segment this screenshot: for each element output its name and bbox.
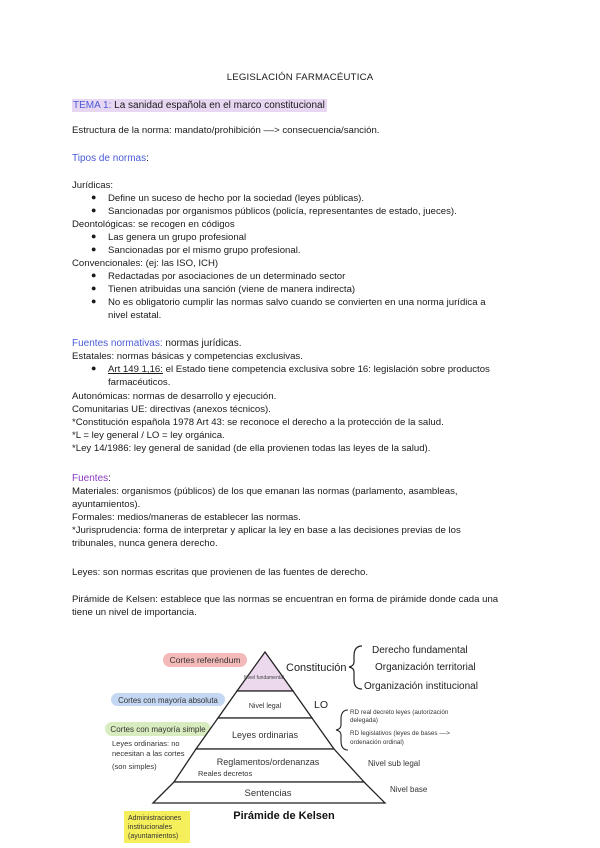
nivel-base-label: Nivel base [390, 785, 428, 794]
fuentes-normativas-heading [72, 337, 242, 350]
leyes-ordinarias-label: Leyes ordinarias [231, 730, 299, 740]
admin-line: Administraciones [128, 815, 182, 822]
bullet-icon: ● [91, 363, 97, 373]
bullet-icon: ● [91, 244, 97, 254]
bullet-icon: ● [91, 270, 97, 280]
fuentes-normativas-line: Autonómicas: normas de desarrollo y ejecución. [72, 391, 277, 402]
deontologicas-item: Las genera un grupo profesional [108, 232, 247, 243]
fuentes-colon: : [108, 473, 111, 484]
rd-line: RD real decreto leyes (autorización [350, 709, 449, 716]
deontologicas-item: Sancionadas por el mismo grupo profesional. [108, 245, 301, 256]
cortes-referendum-label: Cortes referéndum [169, 655, 241, 665]
org-territorial-label: Organización territorial [375, 662, 476, 673]
leyes-line: Leyes: son normas escritas que provienen de las fuentes de derecho. [72, 567, 368, 578]
kelsen-line: tiene un nivel de importancia. [72, 607, 197, 618]
art-line [108, 363, 490, 376]
derecho-fundamental-label: Derecho fundamental [372, 645, 468, 656]
fuentes-line: Formales: medios/maneras de establecer las normas. [72, 512, 301, 523]
lo-label: LO [314, 699, 329, 711]
tipos-heading-text: Tipos de normas [72, 153, 147, 164]
tipos-heading [72, 152, 149, 165]
bullet-icon: ● [91, 205, 97, 215]
kelsen-line: Pirámide de Kelsen: establece que las normas se encuentran en forma de pirámide donde cada una [72, 594, 499, 605]
bullet-icon: ● [91, 231, 97, 241]
fuentes-normativas-rest: normas jurídicas. [162, 338, 242, 349]
fuentes-line: Materiales: organismos (públicos) de los que emanan las normas (parlamento, asambleas, [72, 486, 458, 497]
juridicas-item: Define un suceso de hecho por la sociedad (leyes públicas). [108, 193, 364, 204]
tema-heading [72, 99, 327, 112]
cortes-simple-label: Cortes con mayoría simple [110, 725, 206, 734]
tema-label: TEMA 1: [73, 100, 112, 111]
nivel-legal-label: Nivel legal [248, 703, 282, 710]
tema-text: La sanidad española en el marco constitucional [111, 100, 325, 111]
fuentes-normativas-title: Fuentes normativas: [72, 338, 163, 349]
convencionales-item: Redactadas por asociaciones de un determinado sector [108, 271, 346, 282]
nivel-fundamental-label: Nivel fundamental [243, 675, 285, 681]
juridicas-item: Sancionadas por organismos públicos (policía, representantes de estado, jueces). [108, 206, 457, 217]
fuentes-line: tribunales, nunca genera derecho. [72, 538, 218, 549]
fuentes-normativas-line: *Ley 14/1986: ley general de sanidad (de ella provienen todas las leyes de la salud). [72, 443, 431, 454]
nivel-sub-legal-label: Nivel sub legal [368, 759, 421, 768]
reales-decretos-label: Reales decretos [198, 769, 253, 778]
tipos-heading-colon: : [146, 153, 149, 164]
no-necesitan-line: (son simples) [112, 762, 157, 771]
admin-line: institucionales [128, 824, 172, 831]
juridicas-heading: Jurídicas: [72, 180, 114, 191]
pyramid-caption: Pirámide de Kelsen [233, 810, 335, 822]
kelsen-pyramid-figure [0, 628, 600, 848]
estructura-line: Estructura de la norma: mandato/prohibición ––> consecuencia/sanción. [72, 125, 380, 136]
fuentes-normativas-line: Comunitarias UE: directivas (anexos técnicos). [72, 404, 271, 415]
fuentes-normativas-line: *L = ley general / LO = ley orgánica. [72, 430, 225, 441]
reglamentos-label: Reglamentos/ordenanzas [216, 757, 320, 767]
document-title: LEGISLACIÓN FARMACÉUTICA [226, 72, 374, 83]
org-institucional-label: Organización institucional [364, 681, 478, 692]
cortes-absoluta-label: Cortes con mayoría absoluta [118, 696, 218, 705]
fuentes-title: Fuentes [72, 473, 109, 484]
convencionales-heading: Convencionales: (ej: las ISO, ICH) [72, 258, 219, 269]
no-necesitan-line: necesitan a las cortes [112, 749, 185, 758]
bullet-icon: ● [91, 283, 97, 293]
rd-line: RD legislativos (leyes de bases ––> [350, 730, 450, 737]
estatales-line: Estatales: normas básicas y competencias exclusivas. [72, 351, 303, 362]
art-text: el Estado tiene competencia exclusiva sobre 16: legislación sobre productos [162, 364, 490, 375]
bullet-icon: ● [91, 296, 97, 306]
art-line-cont: farmacéuticos. [108, 377, 171, 388]
deontologicas-heading: Deontológicas: se recogen en códigos [72, 219, 235, 230]
fuentes-line: *Jurisprudencia: forma de interpretar y aplicar la ley en base a las decisiones previas de los [72, 525, 461, 536]
rd-line: delegada) [350, 717, 379, 724]
sentencias-label: Sentencias [244, 788, 292, 799]
fuentes-line: ayuntamientos). [72, 499, 141, 510]
convencionales-item: Tienen atribuidas una sanción (viene de manera indirecta) [108, 284, 356, 295]
admin-line: (ayuntamientos) [128, 833, 179, 840]
fuentes-heading [72, 472, 111, 485]
brace-icon [349, 646, 362, 689]
no-necesitan-line: Leyes ordinarias: no [112, 739, 180, 748]
convencionales-item: No es obligatorio cumplir las normas salvo cuando se convierten en una norma jurídica a [108, 297, 486, 308]
constitucion-label: Constitución [286, 662, 347, 674]
rd-line: ordenación ordinal) [350, 739, 404, 746]
fuentes-normativas-line: *Constitución española 1978 Art 43: se reconoce el derecho a la protección de la salud. [72, 417, 444, 428]
brace-icon [336, 710, 348, 750]
bullet-icon: ● [91, 192, 97, 202]
art-reference: Art 149 1,16: [108, 364, 163, 375]
convencionales-item-cont: nivel estatal. [108, 310, 162, 321]
